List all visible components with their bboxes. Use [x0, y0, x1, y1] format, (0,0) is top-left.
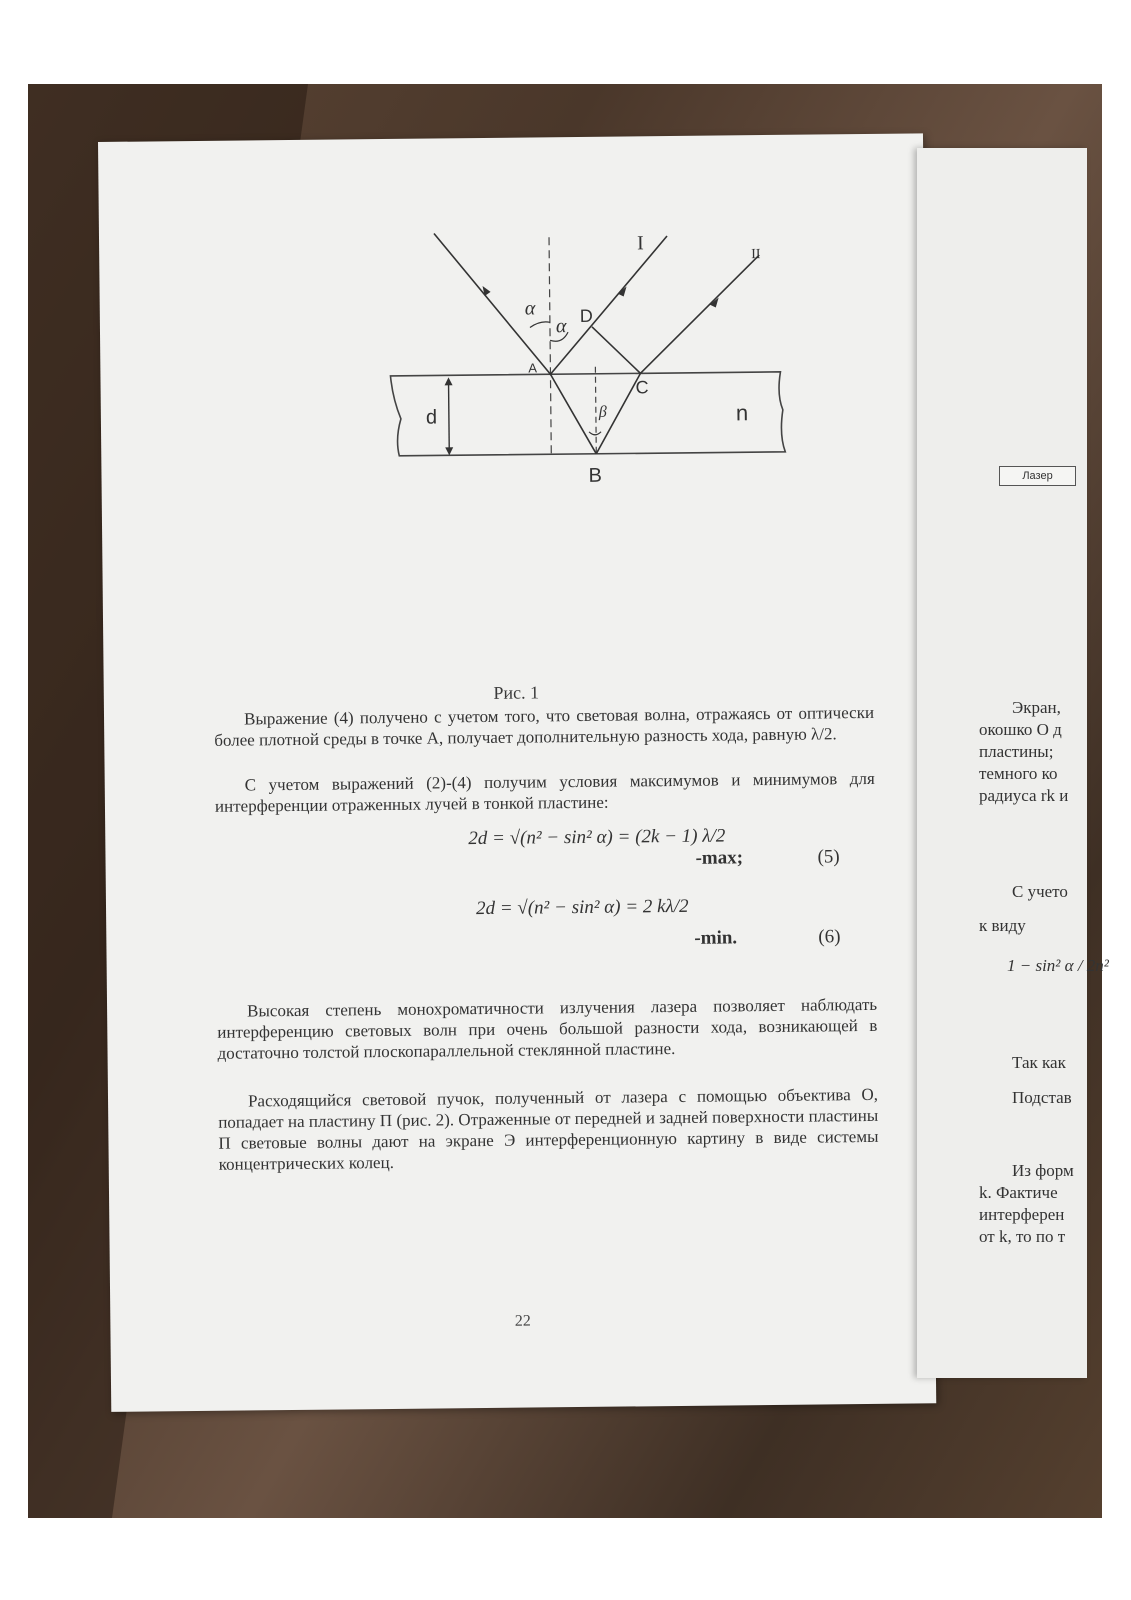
page-number: 22 [514, 1312, 531, 1330]
paragraph-4-text: Расходящийся световой пучок, полученный от лазера с помощью объектива О, попадает на пластину П (рис. 2). Отраженные от передней и задней поверхности пластины П световые волны дают на экране Э интерференционную картину в виде системы концентрических колец. [218, 1084, 879, 1174]
formula-max: 2d = √(n² − sin² α) = (2k − 1) λ/2 [468, 825, 726, 850]
right-line-10: Из форм [1012, 1161, 1074, 1180]
label-ray-I: I [636, 232, 644, 255]
right-line-9: Подстав [1012, 1088, 1072, 1107]
label-n: n [735, 400, 749, 426]
right-line-11: k. Фактиче [979, 1183, 1058, 1202]
right-line-3: темного ко [979, 764, 1058, 783]
paragraph-4 [218, 1084, 879, 1175]
paragraph-1 [214, 702, 874, 751]
label-B: B [588, 464, 602, 487]
right-line-13: от k, то по т [979, 1227, 1066, 1246]
formula-min-tag: -min. [694, 927, 738, 949]
label-beta: β [598, 403, 607, 421]
label-D: D [579, 305, 593, 326]
label-d: d [425, 406, 438, 429]
formula-min-number: (6) [818, 926, 841, 948]
right-page [917, 148, 1109, 1378]
right-line-0: Экран, [1012, 698, 1061, 717]
right-line-1: окошко О д [979, 720, 1062, 739]
label-ray-II: II [751, 247, 761, 263]
right-line-7: 1 − sin² α / 2n² [1007, 956, 1109, 975]
left-page [98, 133, 936, 1412]
right-line-8: Так как [1012, 1053, 1066, 1072]
paragraph-3 [217, 994, 878, 1064]
paragraph-2-text: С учетом выражений (2)-(4) получим условия максимумов и минимумов для интерференции отраженных лучей в тонкой пластине: [214, 768, 875, 816]
laser-label: Лазер [999, 466, 1076, 486]
label-alpha-2: α [555, 315, 567, 338]
figure-thin-plate-interference [379, 230, 812, 534]
right-line-12: интерферен [979, 1205, 1065, 1224]
right-line-5: С учето [1012, 882, 1068, 901]
right-line-4: радиуса rk и [979, 786, 1069, 805]
paragraph-1-text: Выражение (4) получено с учетом того, что световая волна, отражаясь от оптически более плотной среды в точке А, получает дополнительную разность хода, равную λ/2. [214, 702, 875, 750]
formula-max-tag: -max; [695, 847, 744, 869]
label-C: C [635, 377, 649, 398]
paragraph-2 [215, 768, 875, 817]
right-line-2: пластины; [979, 742, 1054, 761]
right-line-6: к виду [979, 916, 1026, 935]
paragraph-3-text: Высокая степень монохроматичности излучения лазера позволяет наблюдать интерференцию световых волн при очень большой разности хода, возникающей в достаточно толстой плоскопараллельной стеклянной пластине. [217, 994, 878, 1063]
formula-max-number: (5) [817, 846, 840, 868]
label-alpha-1: α [524, 297, 536, 320]
label-A: A [528, 360, 538, 376]
figure-caption: Рис. 1 [493, 682, 540, 703]
formula-min: 2d = √(n² − sin² α) = 2 kλ/2 [475, 895, 689, 920]
